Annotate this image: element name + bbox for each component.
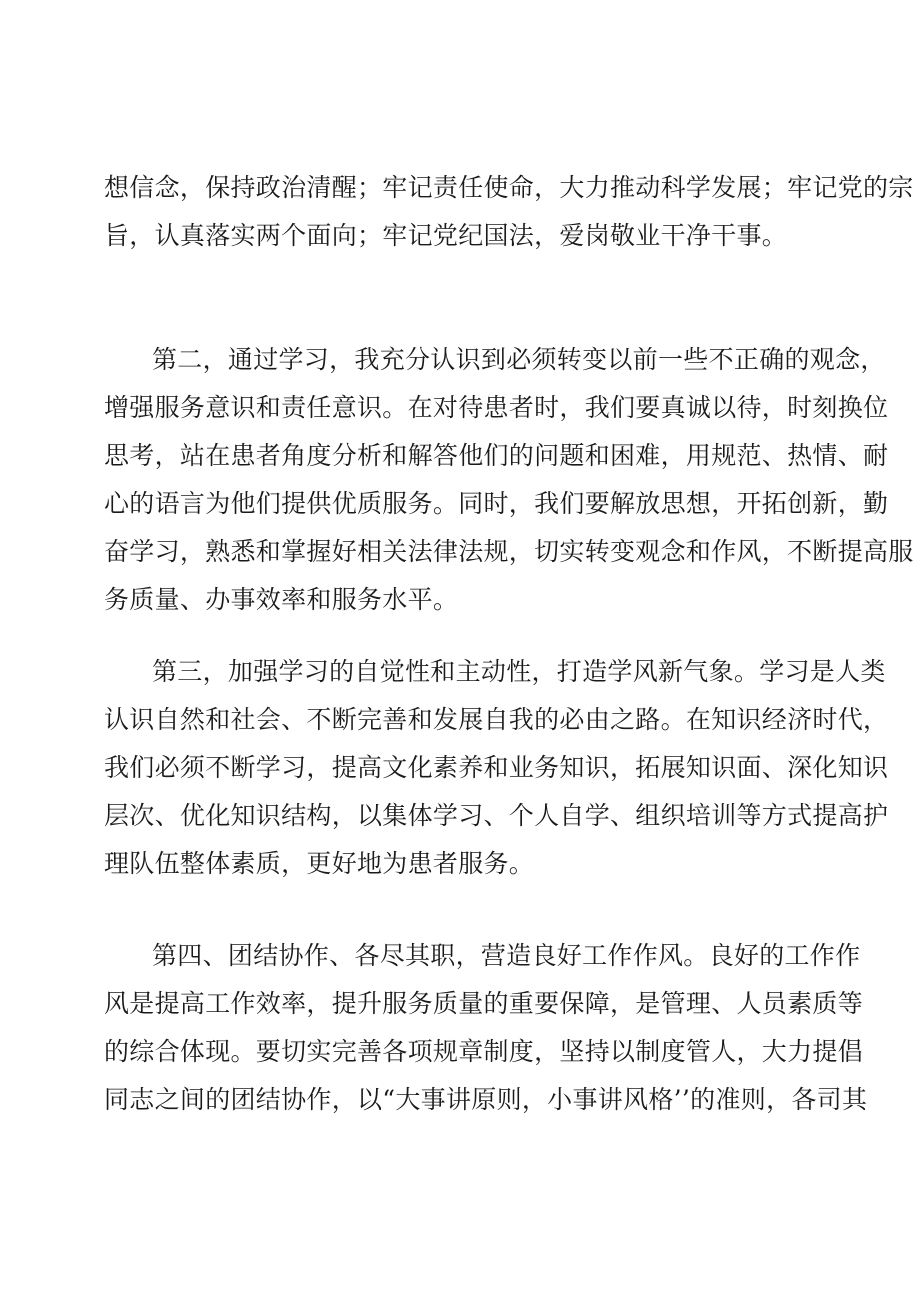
paragraph-fourth xyxy=(104,932,868,1124)
paragraph-second xyxy=(104,336,914,624)
paragraph-line: 增强服务意识和责任意识。在对待患者时，我们要真诚以待，时刻换位 xyxy=(104,393,889,422)
paragraph-line: 风是提高工作效率，提升服务质量的重要保障，是管理、人员素质等 xyxy=(104,989,864,1018)
paragraph-line: 我们必须不断学习，提高文化素养和业务知识，拓展知识面、深化知识 xyxy=(104,753,889,782)
paragraph-line: 认识自然和社会、不断完善和发展自我的必由之路。在知识经济时代， xyxy=(104,705,889,734)
paragraph-continued xyxy=(104,164,914,260)
paragraph-line: 第三，加强学习的自觉性和主动性，打造学风新气象。学习是人类 xyxy=(152,657,886,686)
paragraph-line: 同志之间的团结协作，以“大事讲原则，小事讲风格’’的准则，各司其 xyxy=(104,1085,868,1114)
paragraph-third xyxy=(104,648,889,888)
paragraph-line: 层次、优化知识结构，以集体学习、个人自学、组织培训等方式提高护 xyxy=(104,801,889,830)
paragraph-line: 理队伍整体素质，更好地为患者服务。 xyxy=(104,849,535,878)
paragraph-line: 务质量、办事效率和服务水平。 xyxy=(104,585,459,614)
paragraph-line: 思考，站在患者角度分析和解答他们的问题和困难，用规范、热情、耐 xyxy=(104,441,889,470)
paragraph-line: 心的语言为他们提供优质服务。同时，我们要解放思想，开拓创新，勤 xyxy=(104,489,889,518)
paragraph-line: 想信念，保持政治清醒；牢记责任使命，大力推动科学发展；牢记党的宗 xyxy=(104,173,914,202)
paragraph-line: 旨，认真落实两个面向；牢记党纪国法，爱岗敬业干净干事。 xyxy=(104,221,788,250)
paragraph-line: 奋学习，熟悉和掌握好相关法律法规，切实转变观念和作风，不断提高服 xyxy=(104,537,914,566)
paragraph-line: 的综合体现。要切实完善各项规章制度，坚持以制度管人，大力提倡 xyxy=(104,1037,864,1066)
paragraph-line: 第四、团结协作、各尽其职，营造良好工作作风。良好的工作作 xyxy=(152,941,861,970)
paragraph-line: 第二，通过学习，我充分认识到必须转变以前一些不正确的观念， xyxy=(152,345,886,374)
